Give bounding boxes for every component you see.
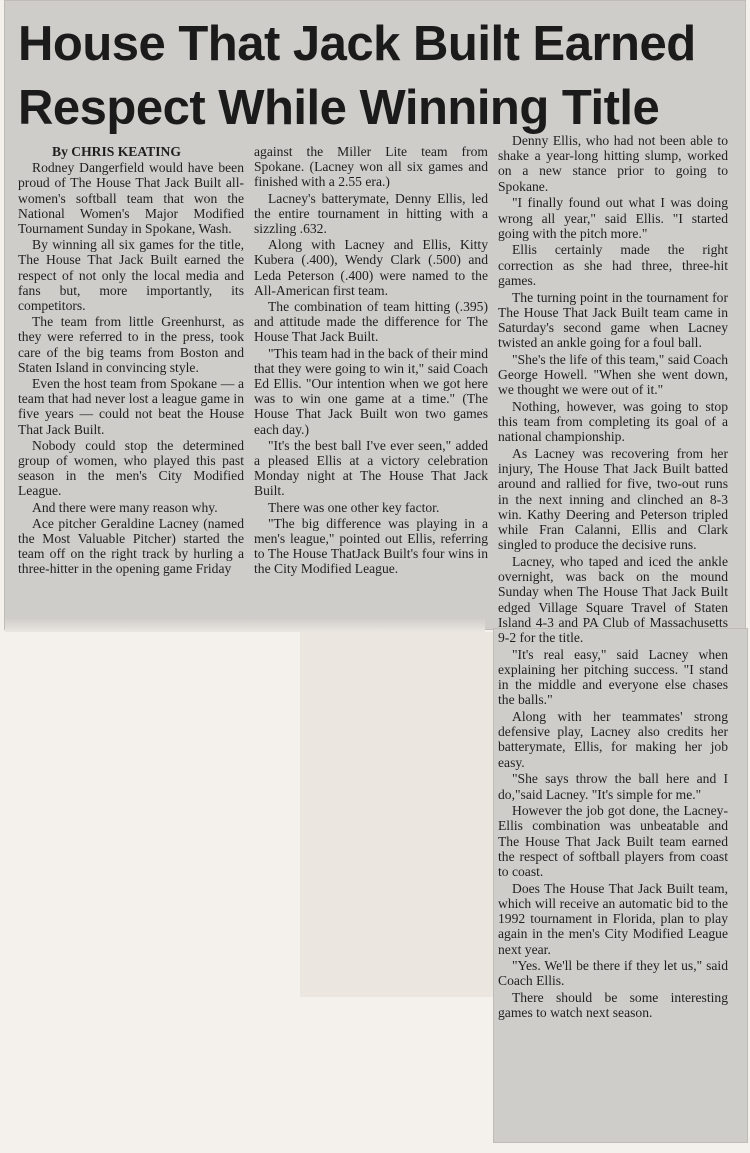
paragraph: Ace pitcher Geraldine Lacney (named the Most Valuable Pitcher) started the team off on the right track by hurling a three-hitter in the opening game Friday: [18, 515, 244, 577]
paper-stain: [300, 632, 493, 997]
paragraph: Lacney, who taped and iced the ankle overnight, was back on the mound Sunday when The House That Jack Built edged Village Square Travel of Staten Island 4-3 and PA Club of Massachusetts 9-2 for the title.: [498, 553, 728, 645]
paragraph: Ellis certainly made the right correction as she had three, three-hit games.: [498, 242, 728, 288]
paragraph: "This team had in the back of their mind that they were going to win it," said Coach Ed Ellis. "Our intention when we got here was to win one game at a time." (The House That Jack Built won two games each day.): [254, 345, 488, 437]
paragraph: There should be some interesting games to watch next season.: [498, 990, 728, 1021]
byline: By CHRIS KEATING: [52, 144, 181, 159]
paragraph: The combination of team hitting (.395) and attitude made the difference for The House That Jack Built.: [254, 299, 488, 345]
paragraph: Along with her teammates' strong defensive play, Lacney also credits her batterymate, Ellis, for making her job easy.: [498, 709, 728, 770]
paragraph: The turning point in the tournament for The House That Jack Built team came in Saturday's second game when Lacney twisted an ankle going for a foul ball.: [498, 289, 728, 351]
paragraph: against the Miller Lite team from Spokane. (Lacney won all six games and finished with a 2.55 era.): [254, 144, 488, 190]
paragraph: Lacney's batterymate, Denny Ellis, led the entire tournament in hitting with a sizzling .632.: [254, 190, 488, 237]
paragraph: The team from little Greenhurst, as they were referred to in the press, took care of the big teams from Boston and Staten Island in convincing style.: [18, 314, 244, 375]
paragraph: Nothing, however, was going to stop this team from completing its goal of a national championship.: [498, 398, 728, 445]
paragraph: By winning all six games for the title, The House That Jack Built earned the respect of not only the local media and fans but, more importantly, its competitors.: [18, 237, 244, 314]
headline-line-1: House That Jack Built Earned: [18, 17, 696, 71]
paragraph: Denny Ellis, who had not been able to shake a year-long hitting slump, worked on a new stance prior to going to Spokane.: [498, 133, 728, 194]
paragraph: "It's real easy," said Lacney when explaining her pitching success. "I stand in the middle and everyone else chases the balls.": [498, 646, 728, 708]
paragraph: Nobody could stop the determined group of women, who played this past season in the men's City Modified League.: [18, 437, 244, 499]
paragraph: As Lacney was recovering from her injury, The House That Jack Built batted around and rallied for five, two-out runs in the next inning and clinched an 8-3 win. Kathy Deering and Peterson tripled while Fran Calanni, Ellis and Clark singled to produce the decisive runs.: [498, 446, 728, 553]
paragraph: "I finally found out what I was doing wrong all year," said Ellis. "I started going with the pitch more.": [498, 195, 728, 241]
headline-line-2: Respect While Winning Title: [18, 81, 660, 135]
paragraph: Even the host team from Spokane — a team that had never lost a league game in five years — could not beat the House That Jack Built.: [18, 376, 244, 437]
paragraph: "She's the life of this team," said Coach George Howell. "When she went down, we thought we were out of it.": [498, 351, 728, 398]
paragraph: Along with Lacney and Ellis, Kitty Kubera (.400), Wendy Clark (.500) and Leda Peterson (.400) were named to the All-American first team.: [254, 237, 488, 298]
paragraph: Does The House That Jack Built team, which will receive an automatic bid to the 1992 tournament in Florida, plan to play again in the men's City Modified League next year.: [498, 880, 728, 957]
paragraph: Rodney Dangerfield would have been proud of The House That Jack Built all-women's softball team that won the National Women's Major Modified Tournament Sunday in Spokane, Wash.: [18, 160, 244, 237]
paragraph: And there were many reason why.: [32, 499, 218, 515]
paragraph: "It's the best ball I've ever seen," added a pleased Ellis at a victory celebration Monday night at The House That Jack Built.: [254, 437, 488, 499]
article-column-2: [254, 144, 488, 624]
paragraph: However the job got done, the Lacney-Ellis combination was unbeatable and The House That Jack Built team earned the respect of softball players from coast to coast.: [498, 803, 728, 880]
paragraph: "Yes. We'll be there if they let us," said Coach Ellis.: [498, 958, 728, 989]
paragraph: "She says throw the ball here and I do,"said Lacney. "It's simple for me.": [498, 771, 728, 802]
article-column-3: [498, 133, 728, 1133]
headline: [18, 12, 730, 140]
article-column-1: [18, 144, 244, 624]
paragraph: There was one other key factor.: [268, 499, 440, 515]
paragraph: "The big difference was playing in a men's league," pointed out Ellis, referring to The House ThatJack Built's four wins in the City Modified League.: [254, 515, 488, 577]
